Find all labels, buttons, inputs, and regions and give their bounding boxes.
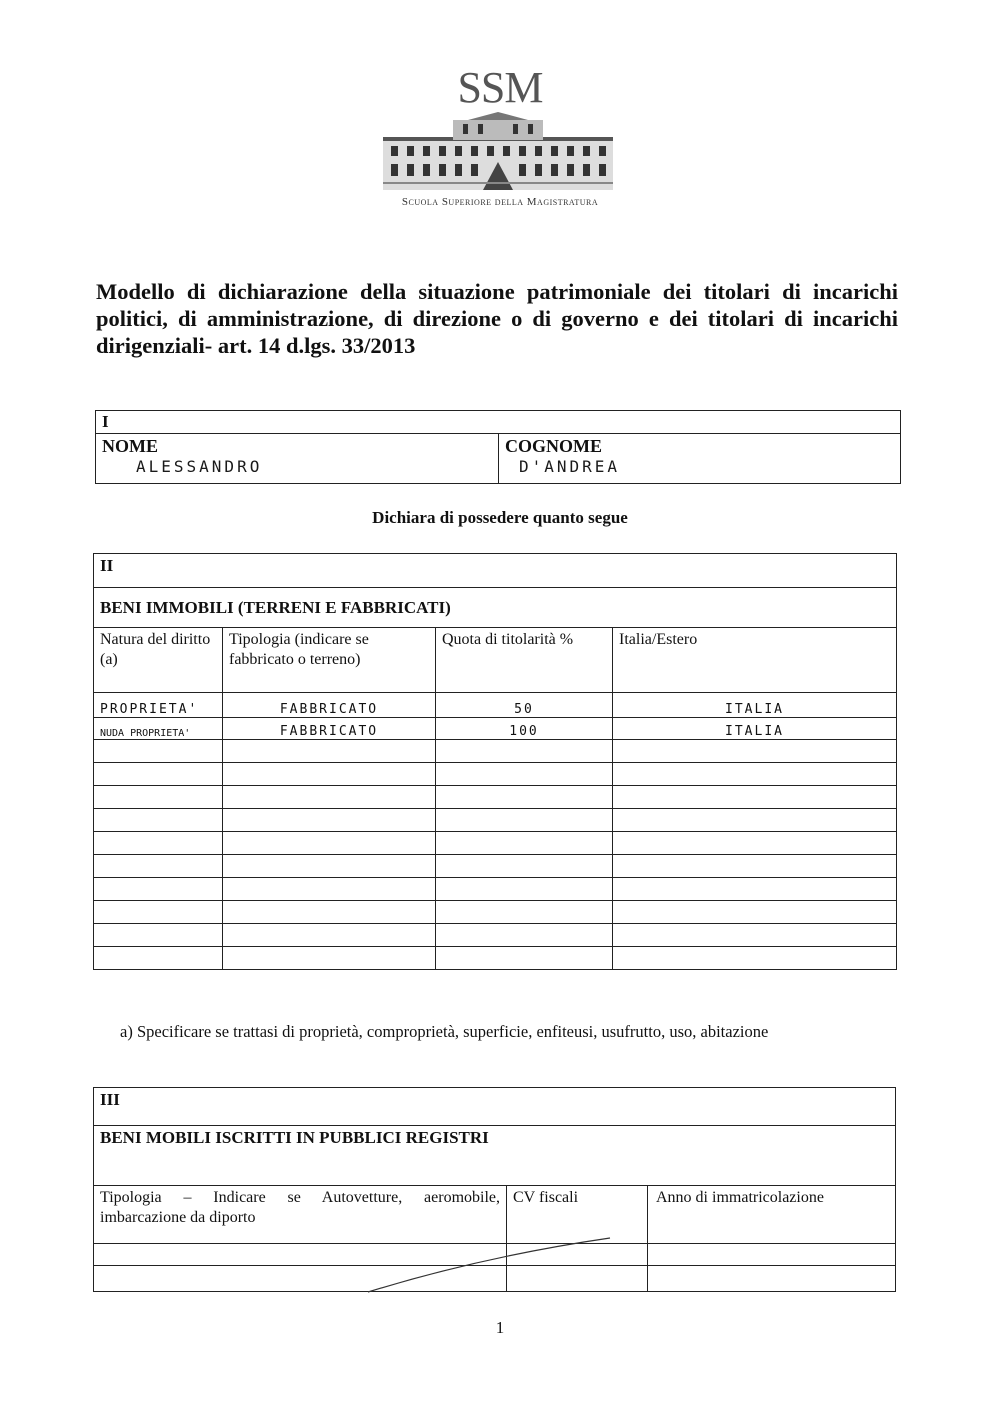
- building-logo-icon: [383, 112, 613, 192]
- table-row: [94, 924, 897, 947]
- nome-value: ALESSANDRO: [136, 457, 263, 476]
- declaration-heading: Dichiara di possedere quanto segue: [372, 508, 628, 527]
- cognome-cell: [499, 434, 901, 484]
- table-row: [94, 878, 897, 901]
- table-row: [94, 786, 897, 809]
- section-1-table: [95, 410, 901, 484]
- table-row: [94, 693, 897, 718]
- table-row: [94, 763, 897, 786]
- cognome-value: D'ANDREA: [519, 457, 621, 476]
- table-row: [94, 809, 897, 832]
- row1-tipologia: FABBRICATO: [223, 693, 436, 718]
- strike-line-icon: [360, 1234, 620, 1296]
- school-name: Scuola Superiore della Magistratura: [401, 196, 599, 208]
- table-row: [94, 855, 897, 878]
- col-natura-header: Natura del diritto (a): [94, 628, 223, 693]
- col-cv-fiscali-header: CV fiscali: [507, 1186, 648, 1244]
- table-row: [94, 901, 897, 924]
- col-tipologia-mobili-header: Tipologia – Indicare se Autovetture, aeromobile, imbarcazione da diporto: [94, 1186, 507, 1244]
- row1-italia-estero: ITALIA: [613, 693, 897, 718]
- document-title: Modello di dichiarazione della situazione patrimoniale dei titolari di incarichi politici, di amministrazione, di direzione o di governo e dei titolari di incarichi dirigenziali- art. 14 d.lgs. 33/2013: [96, 279, 898, 358]
- section-3-number: III: [94, 1088, 896, 1126]
- nome-label: NOME: [102, 436, 158, 456]
- nome-cell: [96, 434, 499, 484]
- cognome-label: COGNOME: [505, 436, 602, 456]
- ssm-logo-text: SSM: [457, 63, 543, 112]
- row1-quota: 50: [436, 693, 613, 718]
- row2-natura: NUDA PROPRIETA': [94, 718, 223, 740]
- section-2-table: [93, 553, 897, 970]
- table-row: [94, 740, 897, 763]
- table-row: [94, 947, 897, 970]
- col-quota-header: Quota di titolarità %: [436, 628, 613, 693]
- section-3-title: BENI MOBILI ISCRITTI IN PUBBLICI REGISTRI: [94, 1126, 896, 1186]
- col-tipologia-header: Tipologia (indicare se fabbricato o terreno): [223, 628, 436, 693]
- page-number: 1: [495, 1318, 505, 1337]
- section-2-number: II: [94, 554, 897, 588]
- row2-quota: 100: [436, 718, 613, 740]
- section-2-footnote: a) Specificare se trattasi di proprietà, comproprietà, superficie, enfiteusi, usufrutto, uso, abitazione: [120, 1022, 769, 1041]
- row2-italia-estero: ITALIA: [613, 718, 897, 740]
- col-anno-header: Anno di immatricolazione: [648, 1186, 896, 1244]
- section-2-title: BENI IMMOBILI (TERRENI E FABBRICATI): [94, 588, 897, 628]
- table-row: [94, 718, 897, 740]
- col-italia-estero-header: Italia/Estero: [613, 628, 897, 693]
- row2-tipologia: FABBRICATO: [223, 718, 436, 740]
- table-row: [94, 832, 897, 855]
- section-1-number: I: [96, 411, 901, 434]
- row1-natura: PROPRIETA': [94, 693, 223, 718]
